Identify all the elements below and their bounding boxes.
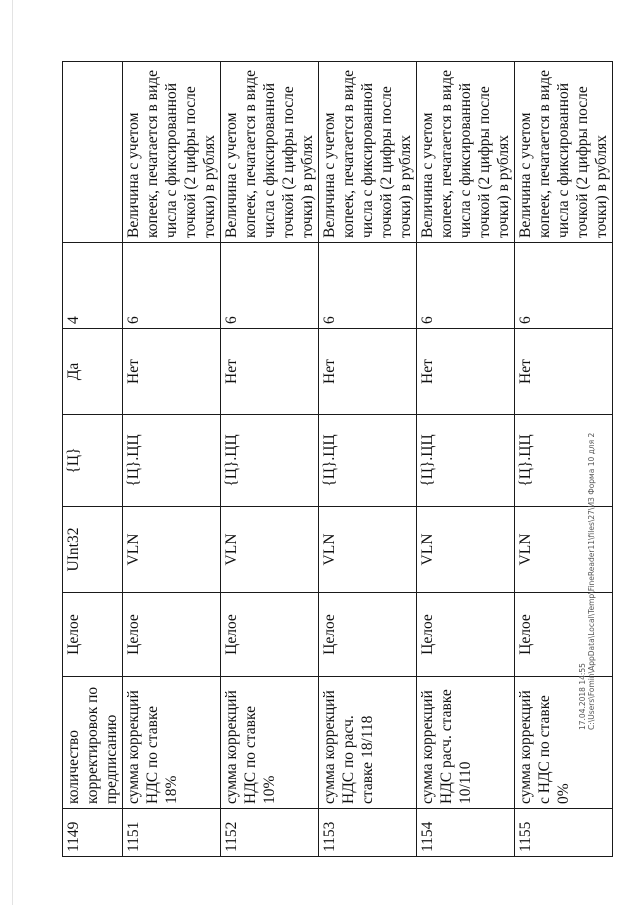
cell-mask: {Ц}.ЦЦ	[319, 415, 417, 507]
cell-code: 1151	[123, 809, 221, 857]
table-row	[515, 62, 613, 857]
cell-required: Нет	[123, 329, 221, 415]
cell-format: UInt32	[63, 507, 123, 593]
cell-format: VLN	[221, 507, 319, 593]
cell-note: Величина с учетом копеек, печатается в виде числа с фиксированной точкой (2 цифры после точки) в рублях	[319, 62, 417, 243]
table-row	[221, 62, 319, 857]
cell-required: Да	[63, 329, 123, 415]
cell-length: 6	[221, 243, 319, 329]
cell-length: 6	[123, 243, 221, 329]
cell-length: 6	[319, 243, 417, 329]
cell-name: сумма коррекций НДС по ставке 18%	[123, 677, 221, 809]
cell-type: Целое	[319, 593, 417, 677]
table-row	[319, 62, 417, 857]
cell-type: Целое	[63, 593, 123, 677]
cell-note	[63, 62, 123, 243]
cell-code: 1154	[417, 809, 515, 857]
cell-format: VLN	[515, 507, 613, 593]
cell-required: Нет	[221, 329, 319, 415]
cell-mask: {Ц}.ЦЦ	[417, 415, 515, 507]
cell-name: сумма коррекций НДС по расч. ставке 18/118	[319, 677, 417, 809]
cell-length: 6	[417, 243, 515, 329]
cell-code: 1153	[319, 809, 417, 857]
cell-required: Нет	[417, 329, 515, 415]
cell-type: Целое	[515, 593, 613, 677]
cell-format: VLN	[123, 507, 221, 593]
cell-code: 1152	[221, 809, 319, 857]
cell-format: VLN	[319, 507, 417, 593]
cell-required: Нет	[515, 329, 613, 415]
cell-mask: {Ц}.ЦЦ	[221, 415, 319, 507]
page-edge-line	[12, 0, 13, 905]
cell-note: Величина с учетом копеек, печатается в виде числа с фиксированной точкой (2 цифры после точки) в рублях	[417, 62, 515, 243]
cell-note: Величина с учетом копеек, печатается в виде числа с фиксированной точкой (2 цифры после точки) в рублях	[515, 62, 613, 243]
cell-name: сумма коррекций с НДС по ставке 0%	[515, 677, 613, 809]
cell-mask: {Ц}.ЦЦ	[123, 415, 221, 507]
cell-type: Целое	[123, 593, 221, 677]
tags-table	[62, 61, 613, 857]
cell-name: количество корректировок по предписанию	[63, 677, 123, 809]
cell-code: 1149	[63, 809, 123, 857]
cell-note: Величина с учетом копеек, печатается в виде числа с фиксированной точкой (2 цифры после точки) в рублях	[123, 62, 221, 243]
table-row	[123, 62, 221, 857]
cell-mask: {Ц}.ЦЦ	[515, 415, 613, 507]
cell-type: Целое	[221, 593, 319, 677]
footer-timestamp: 17.04.2018 14:55	[578, 663, 587, 730]
cell-mask: {Ц}	[63, 415, 123, 507]
cell-code: 1155	[515, 809, 613, 857]
file-path-footer	[578, 432, 596, 730]
footer-path: С:\Users\Fomin\AppData\Local\Temp\FineReader11\files\27\ИЗ Форма 10 для 2	[587, 432, 596, 730]
cell-format: VLN	[417, 507, 515, 593]
cell-type: Целое	[417, 593, 515, 677]
cell-name: сумма коррекций НДС по ставке 10%	[221, 677, 319, 809]
cell-required: Нет	[319, 329, 417, 415]
cell-name: сумма коррекций НДС расч. ставке 10/110	[417, 677, 515, 809]
table-row	[63, 62, 123, 857]
cell-length: 4	[63, 243, 123, 329]
cell-length: 6	[515, 243, 613, 329]
cell-note: Величина с учетом копеек, печатается в виде числа с фиксированной точкой (2 цифры после точки) в рублях	[221, 62, 319, 243]
table-row	[417, 62, 515, 857]
